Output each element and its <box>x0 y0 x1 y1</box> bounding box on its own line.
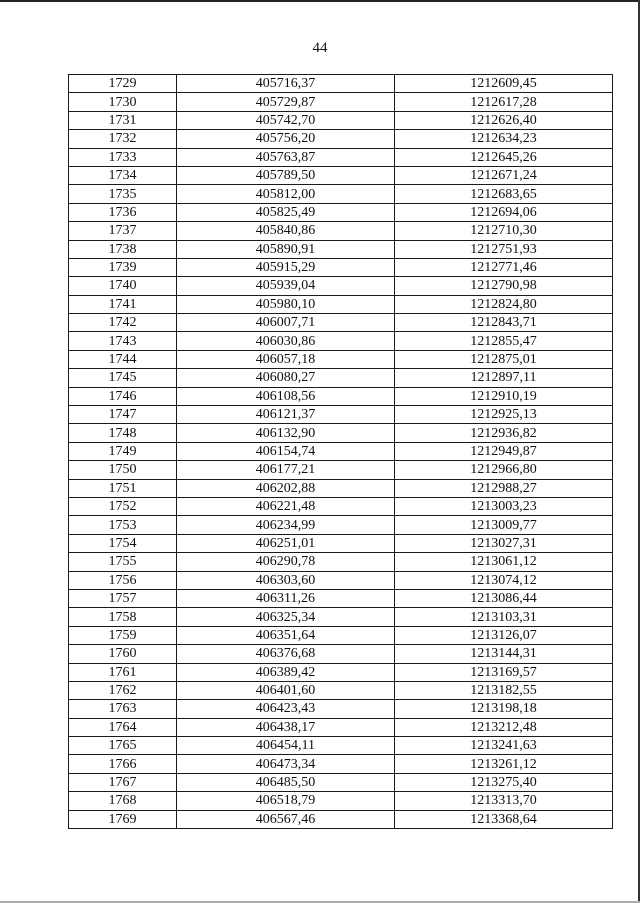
y-coordinate-cell: 1212936,82 <box>395 424 613 442</box>
y-coordinate-cell: 1212949,87 <box>395 442 613 460</box>
x-coordinate-cell: 406389,42 <box>177 663 395 681</box>
point-number-cell: 1731 <box>69 111 177 129</box>
x-coordinate-cell: 405789,50 <box>177 166 395 184</box>
point-number-cell: 1752 <box>69 497 177 515</box>
y-coordinate-cell: 1212824,80 <box>395 295 613 313</box>
coordinates-table-body <box>69 75 613 829</box>
y-coordinate-cell: 1213126,07 <box>395 626 613 644</box>
x-coordinate-cell: 406351,64 <box>177 626 395 644</box>
x-coordinate-cell: 406485,50 <box>177 773 395 791</box>
point-number-cell: 1768 <box>69 792 177 810</box>
x-coordinate-cell: 406438,17 <box>177 718 395 736</box>
table-row <box>69 479 613 497</box>
table-row <box>69 130 613 148</box>
y-coordinate-cell: 1212671,24 <box>395 166 613 184</box>
y-coordinate-cell: 1212966,80 <box>395 461 613 479</box>
table-row <box>69 571 613 589</box>
x-coordinate-cell: 405763,87 <box>177 148 395 166</box>
x-coordinate-cell: 406473,34 <box>177 755 395 773</box>
table-row <box>69 166 613 184</box>
table-row <box>69 185 613 203</box>
point-number-cell: 1740 <box>69 277 177 295</box>
point-number-cell: 1765 <box>69 737 177 755</box>
point-number-cell: 1755 <box>69 553 177 571</box>
point-number-cell: 1737 <box>69 222 177 240</box>
table-row <box>69 314 613 332</box>
x-coordinate-cell: 406108,56 <box>177 387 395 405</box>
point-number-cell: 1764 <box>69 718 177 736</box>
x-coordinate-cell: 406177,21 <box>177 461 395 479</box>
y-coordinate-cell: 1213241,63 <box>395 737 613 755</box>
table-row <box>69 387 613 405</box>
table-row <box>69 718 613 736</box>
table-row <box>69 424 613 442</box>
x-coordinate-cell: 406234,99 <box>177 516 395 534</box>
x-coordinate-cell: 406423,43 <box>177 700 395 718</box>
y-coordinate-cell: 1213003,23 <box>395 497 613 515</box>
table-row <box>69 773 613 791</box>
table-row <box>69 75 613 93</box>
y-coordinate-cell: 1212609,45 <box>395 75 613 93</box>
table-row <box>69 442 613 460</box>
x-coordinate-cell: 406007,71 <box>177 314 395 332</box>
y-coordinate-cell: 1213103,31 <box>395 608 613 626</box>
x-coordinate-cell: 406567,46 <box>177 810 395 828</box>
y-coordinate-cell: 1212694,06 <box>395 203 613 221</box>
point-number-cell: 1763 <box>69 700 177 718</box>
x-coordinate-cell: 406454,11 <box>177 737 395 755</box>
point-number-cell: 1735 <box>69 185 177 203</box>
x-coordinate-cell: 406325,34 <box>177 608 395 626</box>
point-number-cell: 1730 <box>69 93 177 111</box>
point-number-cell: 1758 <box>69 608 177 626</box>
table-row <box>69 93 613 111</box>
point-number-cell: 1729 <box>69 75 177 93</box>
y-coordinate-cell: 1213212,48 <box>395 718 613 736</box>
x-coordinate-cell: 405980,10 <box>177 295 395 313</box>
x-coordinate-cell: 406303,60 <box>177 571 395 589</box>
y-coordinate-cell: 1212925,13 <box>395 406 613 424</box>
y-coordinate-cell: 1213009,77 <box>395 516 613 534</box>
table-row <box>69 700 613 718</box>
point-number-cell: 1732 <box>69 130 177 148</box>
x-coordinate-cell: 406030,86 <box>177 332 395 350</box>
x-coordinate-cell: 405825,49 <box>177 203 395 221</box>
table-row <box>69 681 613 699</box>
point-number-cell: 1744 <box>69 350 177 368</box>
x-coordinate-cell: 406154,74 <box>177 442 395 460</box>
y-coordinate-cell: 1212751,93 <box>395 240 613 258</box>
point-number-cell: 1750 <box>69 461 177 479</box>
point-number-cell: 1736 <box>69 203 177 221</box>
x-coordinate-cell: 406376,68 <box>177 645 395 663</box>
point-number-cell: 1753 <box>69 516 177 534</box>
x-coordinate-cell: 406132,90 <box>177 424 395 442</box>
x-coordinate-cell: 405716,37 <box>177 75 395 93</box>
y-coordinate-cell: 1212910,19 <box>395 387 613 405</box>
point-number-cell: 1747 <box>69 406 177 424</box>
page-border-top <box>0 0 640 2</box>
point-number-cell: 1733 <box>69 148 177 166</box>
page-number: 44 <box>312 40 328 56</box>
table-row <box>69 406 613 424</box>
point-number-cell: 1754 <box>69 534 177 552</box>
table-row <box>69 755 613 773</box>
x-coordinate-cell: 406518,79 <box>177 792 395 810</box>
y-coordinate-cell: 1212897,11 <box>395 369 613 387</box>
y-coordinate-cell: 1212790,98 <box>395 277 613 295</box>
point-number-cell: 1746 <box>69 387 177 405</box>
y-coordinate-cell: 1213313,70 <box>395 792 613 810</box>
point-number-cell: 1760 <box>69 645 177 663</box>
x-coordinate-cell: 406311,26 <box>177 589 395 607</box>
table-row <box>69 534 613 552</box>
point-number-cell: 1756 <box>69 571 177 589</box>
table-row <box>69 111 613 129</box>
x-coordinate-cell: 406221,48 <box>177 497 395 515</box>
y-coordinate-cell: 1212634,23 <box>395 130 613 148</box>
point-number-cell: 1766 <box>69 755 177 773</box>
point-number-cell: 1741 <box>69 295 177 313</box>
point-number-cell: 1745 <box>69 369 177 387</box>
table-row <box>69 332 613 350</box>
table-row <box>69 516 613 534</box>
point-number-cell: 1762 <box>69 681 177 699</box>
x-coordinate-cell: 405729,87 <box>177 93 395 111</box>
y-coordinate-cell: 1213182,55 <box>395 681 613 699</box>
point-number-cell: 1767 <box>69 773 177 791</box>
point-number-cell: 1739 <box>69 258 177 276</box>
y-coordinate-cell: 1212617,28 <box>395 93 613 111</box>
x-coordinate-cell: 405812,00 <box>177 185 395 203</box>
y-coordinate-cell: 1212875,01 <box>395 350 613 368</box>
y-coordinate-cell: 1213368,64 <box>395 810 613 828</box>
point-number-cell: 1759 <box>69 626 177 644</box>
table-row <box>69 148 613 166</box>
table-row <box>69 589 613 607</box>
table-row <box>69 737 613 755</box>
table-row <box>69 461 613 479</box>
point-number-cell: 1751 <box>69 479 177 497</box>
x-coordinate-cell: 406251,01 <box>177 534 395 552</box>
table-row <box>69 626 613 644</box>
table-row <box>69 240 613 258</box>
point-number-cell: 1761 <box>69 663 177 681</box>
y-coordinate-cell: 1213074,12 <box>395 571 613 589</box>
point-number-cell: 1743 <box>69 332 177 350</box>
table-row <box>69 792 613 810</box>
table-row <box>69 553 613 571</box>
table-row <box>69 663 613 681</box>
y-coordinate-cell: 1213144,31 <box>395 645 613 663</box>
x-coordinate-cell: 405840,86 <box>177 222 395 240</box>
table-row <box>69 258 613 276</box>
x-coordinate-cell: 406121,37 <box>177 406 395 424</box>
x-coordinate-cell: 406401,60 <box>177 681 395 699</box>
y-coordinate-cell: 1212771,46 <box>395 258 613 276</box>
point-number-cell: 1769 <box>69 810 177 828</box>
x-coordinate-cell: 406057,18 <box>177 350 395 368</box>
y-coordinate-cell: 1213275,40 <box>395 773 613 791</box>
point-number-cell: 1748 <box>69 424 177 442</box>
y-coordinate-cell: 1212855,47 <box>395 332 613 350</box>
table-row <box>69 222 613 240</box>
table-row <box>69 369 613 387</box>
coordinates-table <box>68 74 613 829</box>
point-number-cell: 1757 <box>69 589 177 607</box>
table-row <box>69 608 613 626</box>
table-row <box>69 203 613 221</box>
x-coordinate-cell: 405915,29 <box>177 258 395 276</box>
table-row <box>69 350 613 368</box>
y-coordinate-cell: 1212645,26 <box>395 148 613 166</box>
table-row <box>69 645 613 663</box>
table-row <box>69 277 613 295</box>
x-coordinate-cell: 406290,78 <box>177 553 395 571</box>
table-row <box>69 497 613 515</box>
x-coordinate-cell: 405939,04 <box>177 277 395 295</box>
y-coordinate-cell: 1213061,12 <box>395 553 613 571</box>
table-row <box>69 810 613 828</box>
y-coordinate-cell: 1213169,57 <box>395 663 613 681</box>
y-coordinate-cell: 1213086,44 <box>395 589 613 607</box>
point-number-cell: 1738 <box>69 240 177 258</box>
x-coordinate-cell: 406202,88 <box>177 479 395 497</box>
point-number-cell: 1734 <box>69 166 177 184</box>
y-coordinate-cell: 1213198,18 <box>395 700 613 718</box>
x-coordinate-cell: 405756,20 <box>177 130 395 148</box>
y-coordinate-cell: 1212683,65 <box>395 185 613 203</box>
x-coordinate-cell: 405890,91 <box>177 240 395 258</box>
y-coordinate-cell: 1213027,31 <box>395 534 613 552</box>
point-number-cell: 1742 <box>69 314 177 332</box>
table-row <box>69 295 613 313</box>
y-coordinate-cell: 1212626,40 <box>395 111 613 129</box>
y-coordinate-cell: 1213261,12 <box>395 755 613 773</box>
x-coordinate-cell: 405742,70 <box>177 111 395 129</box>
x-coordinate-cell: 406080,27 <box>177 369 395 387</box>
point-number-cell: 1749 <box>69 442 177 460</box>
y-coordinate-cell: 1212988,27 <box>395 479 613 497</box>
y-coordinate-cell: 1212843,71 <box>395 314 613 332</box>
y-coordinate-cell: 1212710,30 <box>395 222 613 240</box>
